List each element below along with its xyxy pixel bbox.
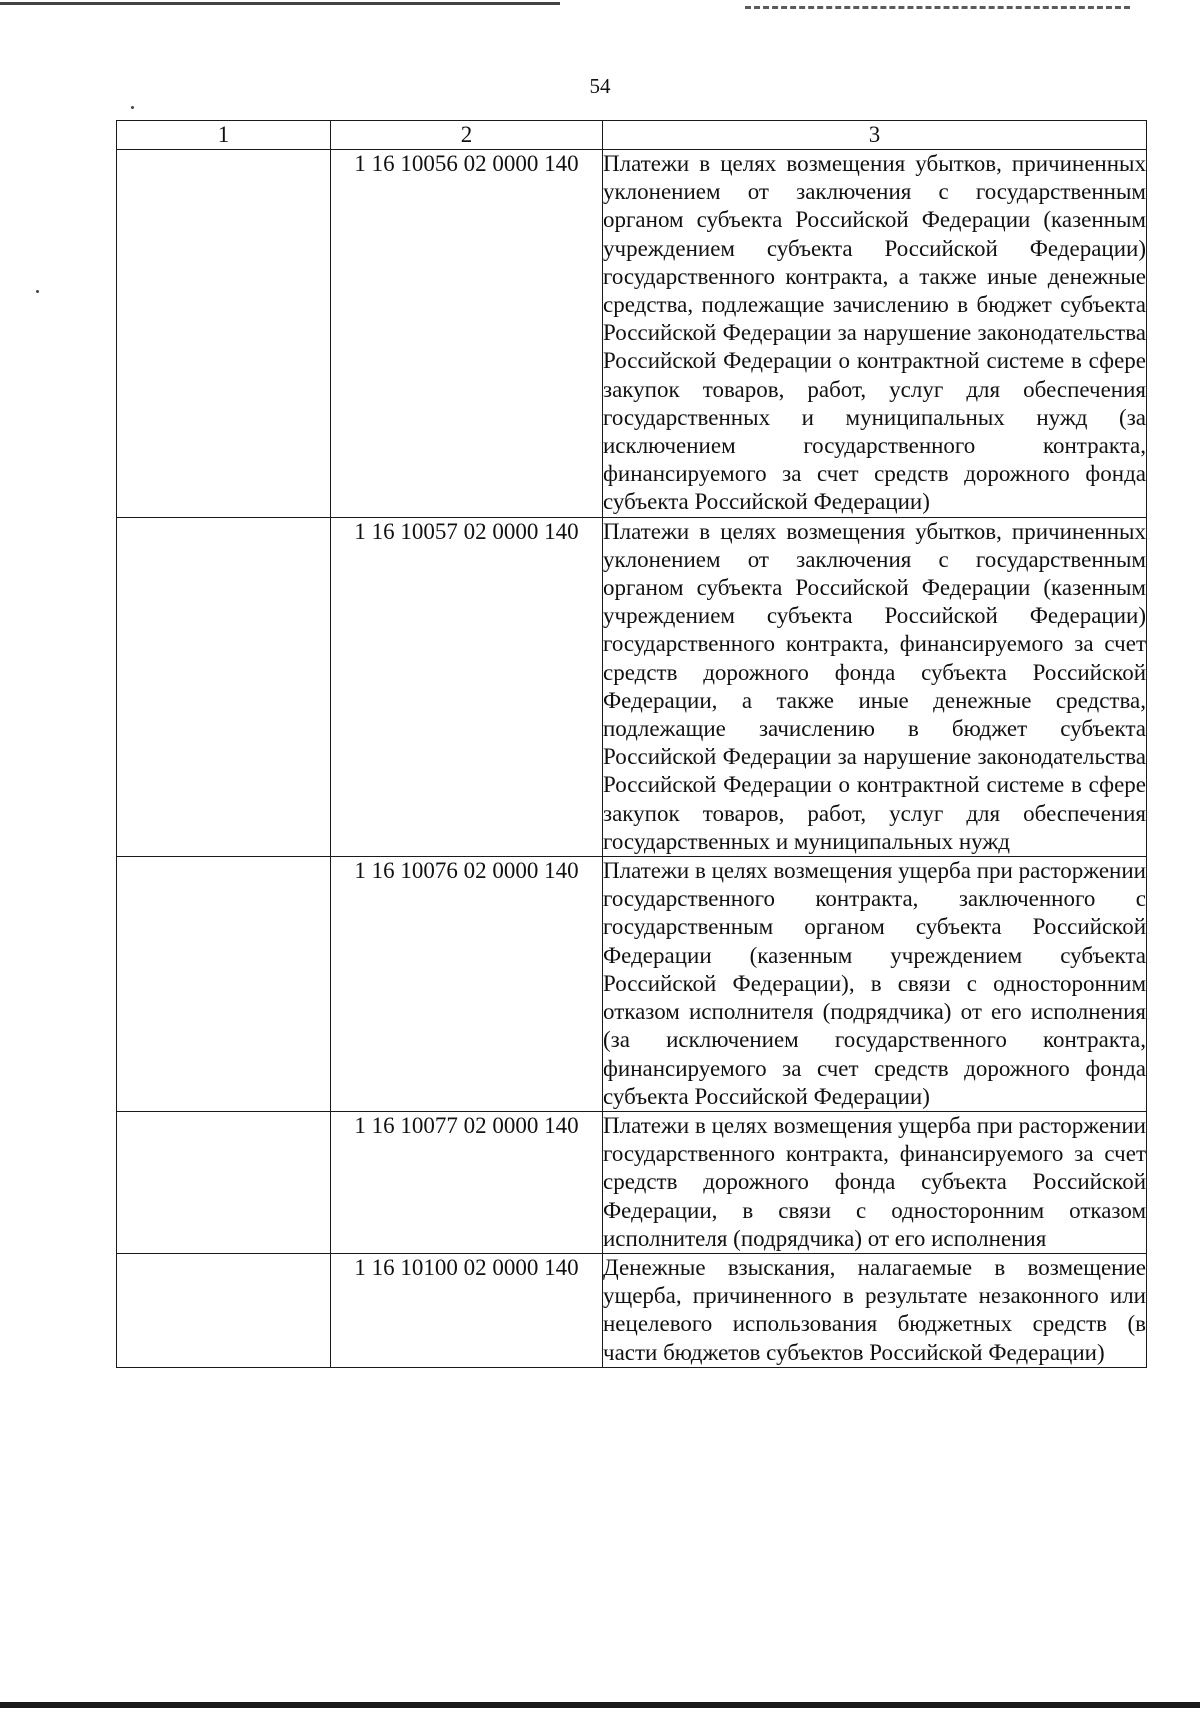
row-description-cell	[603, 1253, 1147, 1367]
row-description-text: Денежные взыскания, налагаемые в возмещение ущерба, причиненного в результате незаконного или нецелевого использования бюджетных средств (в части бюджетов субъектов Российской Федерации)	[603, 1254, 1146, 1365]
row-description-text: Платежи в целях возмещения убытков, причиненных уклонением от заключения с государственным органом субъекта Российской Федерации (казенным учреждением субъекта Российской Федерации) государственного контракта, а также иные денежные средства, подлежащие зачислению в бюджет субъекта Российской Федерации за нарушение законодательства Российской Федерации о контрактной системе в сфере закупок товаров, работ, услуг для обеспечения государственных и муниципальных нужд (за исключением государственного контракта, финансируемого за счет средств дорожного фонда субъекта Российской Федерации)	[603, 151, 1146, 515]
row-administrator-cell	[117, 857, 331, 1112]
row-description-text: Платежи в целях возмещения убытков, причиненных уклонением от заключения с государственным органом субъекта Российской Федерации (казенным учреждением субъекта Российской Федерации) государственного контракта, финансируемого за счет средств дорожного фонда субъекта Российской Федерации, а также иные денежные средства, подлежащие зачислению в бюджет субъекта Российской Федерации за нарушение законодательства Российской Федерации о контрактной системе в сфере закупок товаров, работ, услуг для обеспечения государственных и муниципальных нужд	[603, 518, 1146, 854]
row-description-text: Платежи в целях возмещения ущерба при расторжении государственного контракта, финансируемого за счет средств дорожного фонда субъекта Российской Федерации, в связи с односторонним отказом исполнителя (подрядчика) от его исполнения	[603, 1112, 1146, 1251]
row-administrator-cell	[117, 517, 331, 856]
scan-edge-bottom	[0, 1702, 1200, 1708]
table-row	[117, 517, 1147, 856]
column-header-2: 2	[331, 121, 603, 150]
row-administrator-cell	[117, 1111, 331, 1253]
budget-codes-table	[116, 120, 1147, 1368]
row-code-cell: 1 16 10077 02 0000 140	[331, 1111, 603, 1253]
table-row	[117, 150, 1147, 518]
row-code-cell: 1 16 10100 02 0000 140	[331, 1253, 603, 1367]
scan-edge-top-right	[745, 6, 1130, 9]
row-code-cell: 1 16 10057 02 0000 140	[331, 517, 603, 856]
scan-edge-top-left	[0, 2, 560, 5]
row-administrator-cell	[117, 1253, 331, 1367]
row-administrator-cell	[117, 150, 331, 518]
row-description-cell	[603, 857, 1147, 1112]
scan-speck	[36, 290, 39, 293]
row-code-cell: 1 16 10056 02 0000 140	[331, 150, 603, 518]
row-description-text: Платежи в целях возмещения ущерба при расторжении государственного контракта, заключенного с государственным органом субъекта Российской Федерации (казенным учреждением субъекта Российской Федерации), в связи с односторонним отказом исполнителя (подрядчика) от его исполнения (за исключением государственного контракта, финансируемого за счет средств дорожного фонда субъекта Российской Федерации)	[603, 858, 1146, 1109]
table-header-row	[117, 121, 1147, 150]
table-row	[117, 857, 1147, 1112]
column-header-1: 1	[117, 121, 331, 150]
page-number: 54	[589, 74, 611, 98]
table-row	[117, 1111, 1147, 1253]
row-description-cell	[603, 150, 1147, 518]
row-description-cell	[603, 1111, 1147, 1253]
scan-speck	[131, 106, 134, 109]
table-row	[117, 1253, 1147, 1367]
column-header-3: 3	[603, 121, 1147, 150]
row-description-cell	[603, 517, 1147, 856]
row-code-cell: 1 16 10076 02 0000 140	[331, 857, 603, 1112]
